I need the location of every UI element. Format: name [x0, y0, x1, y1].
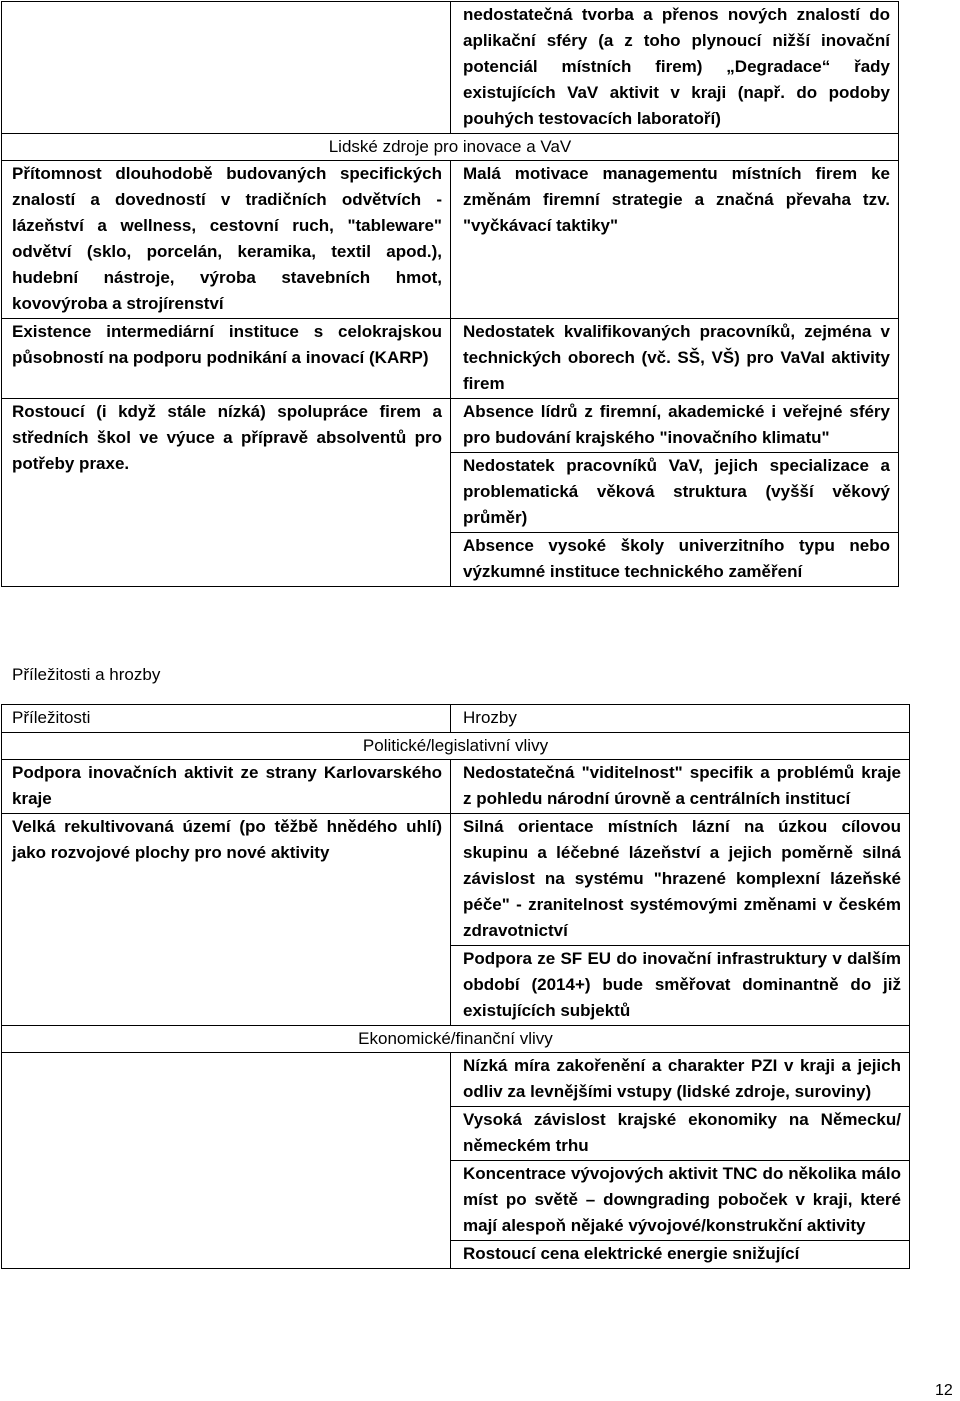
- header-row: [2, 705, 910, 733]
- threat-cell: Silná orientace místních lázní na úzkou cílovou skupinu a léčebné lázeňství a jejich poměrně silná závislost na systému "hrazené komplexní lázeňské péče" - zranitelnost systémovými změnami v českém zdravotnictví: [451, 814, 910, 946]
- weakness-cell: Nedostatek kvalifikovaných pracovníků, zejména v technických oborech (vč. SŠ, VŠ) pro VaVaI aktivity firem: [451, 319, 899, 399]
- weakness-cell: Absence vysoké školy univerzitního typu nebo výzkumné instituce technického zaměření: [451, 533, 899, 587]
- category-row: [2, 1026, 910, 1053]
- category-label-human-resources: Lidské zdroje pro inovace a VaV: [2, 134, 899, 161]
- category-row: [2, 134, 899, 161]
- threat-cell: Podpora ze SF EU do inovační infrastruktury v dalším období (2014+) bude směřovat dominantně do již existujících subjektů: [451, 946, 910, 1026]
- table-row: [2, 2, 899, 134]
- table-cell-empty: [2, 1053, 451, 1269]
- threat-cell: Rostoucí cena elektrické energie snižující: [451, 1241, 910, 1269]
- weakness-cell: Nedostatek pracovníků VaV, jejich specializace a problematická věková struktura (vyšší věkový průměr): [451, 453, 899, 533]
- weakness-cell: Absence lídrů z firemní, akademické i veřejné sféry pro budování krajského "inovačního klimatu": [451, 399, 899, 453]
- page-number: 12: [935, 1382, 953, 1399]
- threat-cell: Koncentrace vývojových aktivit TNC do několika málo míst po světě – downgrading poboček v kraji, které mají alespoň nějaké vývojové/konstrukční aktivity: [451, 1161, 910, 1241]
- strength-cell: Rostoucí (i když stále nízká) spolupráce firem a středních škol ve výuce a přípravě absolventů pro potřeby praxe.: [2, 399, 451, 587]
- table-row: [2, 760, 910, 814]
- table-row: [2, 814, 910, 946]
- threat-cell: Nedostatečná "viditelnost" specifik a problémů kraje z pohledu národní úrovně a centrálních institucí: [451, 760, 910, 814]
- category-label-economic: Ekonomické/finanční vlivy: [2, 1026, 910, 1053]
- category-row: [2, 733, 910, 760]
- strength-cell: Přítomnost dlouhodobě budovaných specifických znalostí a dovedností v tradičních odvětvích - lázeňství a wellness, cestovní ruch, "tableware" odvětví (sklo, porcelán, keramika, textil apod.), hudební nástroje, výroba stavebních hmot, kovovýroba a strojírenství: [2, 161, 451, 319]
- weakness-cell: Malá motivace managementu místních firem ke změnám firemní strategie a značná převaha tzv. "vyčkávací taktiky": [451, 161, 899, 319]
- column-header-opportunities: Příležitosti: [2, 705, 451, 733]
- table-row: [2, 161, 899, 319]
- table-row: [2, 399, 899, 453]
- threat-cell: Nízká míra zakořenění a charakter PZI v kraji a jejich odliv za levnějšími vstupy (lidské zdroje, suroviny): [451, 1053, 910, 1107]
- opportunity-cell: Velká rekultivovaná území (po těžbě hnědého uhlí) jako rozvojové plochy pro nové aktivity: [2, 814, 451, 1026]
- weakness-cell: nedostatečná tvorba a přenos nových znalostí do aplikační sféry (a z toho plynoucí nižší inovační potenciál místních firem) „Degradace“ řady existujících VaV aktivit v kraji (např. do podoby pouhých testovacích laboratoří): [451, 2, 899, 134]
- section-heading: Příležitosti a hrozby: [12, 665, 161, 684]
- swot-table-opportunities-threats: [1, 704, 910, 1269]
- table-row: [2, 1053, 910, 1107]
- table-row: [2, 319, 899, 399]
- strength-cell: Existence intermediární instituce s celokrajskou působností na podporu podnikání a inovací (KARP): [2, 319, 451, 399]
- table-cell-empty: [2, 2, 451, 134]
- swot-table-strengths-weaknesses: [1, 1, 899, 587]
- column-header-threats: Hrozby: [451, 705, 910, 733]
- opportunity-cell: Podpora inovačních aktivit ze strany Karlovarského kraje: [2, 760, 451, 814]
- threat-cell: Vysoká závislost krajské ekonomiky na Německu/ německém trhu: [451, 1107, 910, 1161]
- category-label-political: Politické/legislativní vlivy: [2, 733, 910, 760]
